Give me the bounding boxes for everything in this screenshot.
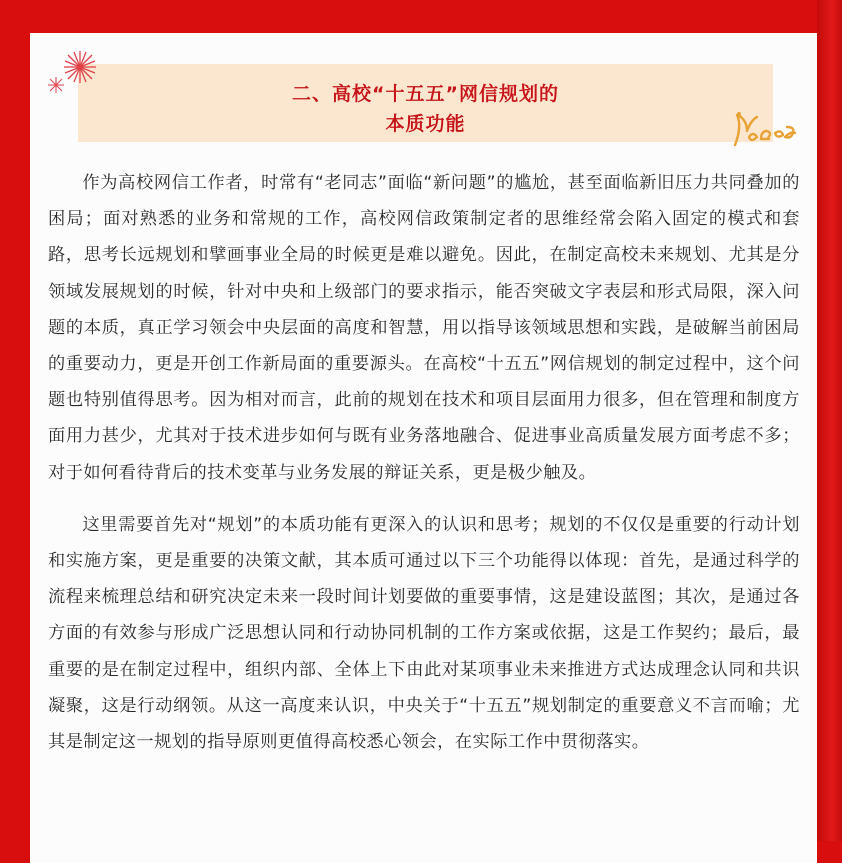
paragraph-1: 作为高校网信工作者，时常有“老同志”面临“新问题”的尴尬，甚至面临新旧压力共同叠加的困局；面对熟悉的业务和常规的工作，高校网信政策制定者的思维经常会陷入固定的模式和套路，思考长远规划和擘画事业全局的时候更是难以避免。因此，在制定高校未来规划、尤其是分领域发展规划的时候，针对中央和上级部门的要求指示，能否突破文字表层和形式局限，深入问题的本质，真正学习领会中央层面的高度和智慧，用以指导该领域思想和实践，是破解当前困局的重要动力，更是开创工作新局面的重要源头。在高校“十五五”网信规划的制定过程中，这个问题也特别值得思考。因为相对而言，此前的规划在技术和项目层面用力很多，但在管理和制度方面用力甚少，尤其对于技术进步如何与既有业务落地融合、促进事业高质量发展方面考虑不多；对于如何看待背后的技术变革与业务发展的辩证关系，更是极少触及。 (48, 173, 800, 483)
article-body (48, 165, 800, 776)
paragraph-2: 这里需要首先对“规划”的本质功能有更深入的认识和思考；规划的不仅仅是重要的行动计划和实施方案，更是重要的决策文献，其本质可通过以下三个功能得以体现：首先，是通过科学的流程来梳理总结和研究决定未来一段时间计划要做的重要事情，这是建设蓝图；其次，是通过各方面的有效参与形成广泛思想认同和行动协同机制的工作方案或依据，这是工作契约；最后，最重要的是在制定过程中，组织内部、全体上下由此对某项事业未来推进方式达成理念认同和共识凝聚，这是行动纲领。从这一高度来认识，中央关于“十五五”规划制定的重要意义不言而喻；尤其是制定这一规划的指导原则更值得高校悉心领会，在实际工作中贯彻落实。 (48, 514, 800, 753)
section-title-line-2: 本质功能 (385, 113, 466, 135)
right-red-ribbon (817, 0, 842, 841)
section-title-banner (78, 64, 773, 142)
section-title-line-1: 二、高校“十五五”网信规划的 (292, 83, 559, 105)
article-page (30, 33, 817, 863)
dragon-2025-icon (727, 105, 803, 149)
firework-icon (44, 47, 100, 103)
